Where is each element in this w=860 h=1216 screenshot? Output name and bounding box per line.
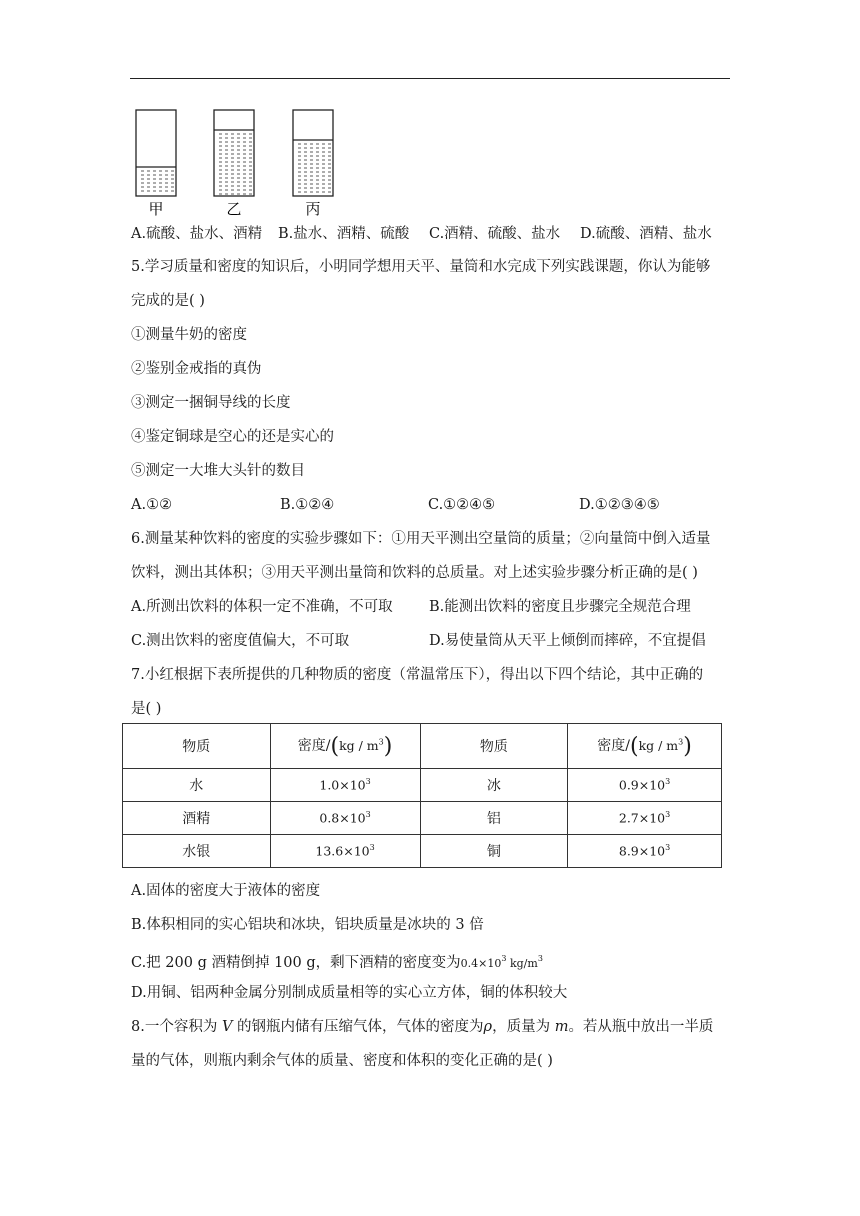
density-value: 13.6×10	[315, 843, 370, 859]
substance-cell: 水	[123, 769, 271, 802]
density-cell	[270, 835, 420, 868]
q8-text-part: ，质量为	[492, 1019, 555, 1035]
q7-stem-line2: 是( )	[131, 701, 162, 717]
density-cell	[270, 769, 420, 802]
q8-stem-line2: 量的气体，则瓶内剩余气体的质量、密度和体积的变化正确的是( )	[131, 1053, 553, 1069]
density-cell	[568, 769, 722, 802]
q6-options-row1	[131, 597, 731, 617]
q7-option-b[interactable]: B.体积相同的实心铝块和冰块，铝块质量是冰块的 3 倍	[131, 917, 484, 933]
table-row	[123, 835, 722, 868]
q6-stem-line2: 饮料，测出其体积；③用天平测出量筒和饮料的总质量。对上述实验步骤分析正确的是( )	[131, 565, 698, 581]
q7-option-a[interactable]: A.固体的密度大于液体的密度	[131, 883, 321, 899]
density-unit: kg / m	[638, 737, 679, 753]
q8-text-part: 的钢瓶内储有压缩气体，气体的密度为	[232, 1019, 484, 1035]
density-exp: 3	[369, 842, 375, 852]
header-density-label: 密度	[597, 737, 626, 754]
cylinder-label: 乙	[226, 200, 242, 218]
q6-option-d[interactable]: D.易使量筒从天平上倾倒而摔碎，不宜提倡	[429, 633, 706, 649]
q6-options-row2	[131, 631, 731, 651]
cylinder-2	[214, 110, 254, 218]
density-cell	[568, 802, 722, 835]
substance-cell: 铜	[420, 835, 568, 868]
q5-item-4: ④鉴定铜球是空心的还是实心的	[131, 429, 334, 445]
density-value: 2.7×10	[618, 810, 666, 826]
q7-option-c-unit: kg/m	[506, 956, 538, 970]
q7-stem-line1: 7.小红根据下表所提供的几种物质的密度（常温常压下），得出以下四个结论，其中正确的	[131, 667, 704, 683]
q8-var-m: m	[554, 1019, 569, 1035]
q7-option-c-unit-exp: 3	[537, 954, 543, 963]
density-exp: 3	[365, 809, 371, 819]
q5-option-a[interactable]: A.①②	[131, 497, 173, 513]
q5-options	[131, 495, 731, 515]
q4-options	[131, 224, 731, 244]
q4-option-b[interactable]: B.盐水、酒精、硫酸	[278, 226, 410, 242]
cylinders-diagram	[130, 105, 360, 220]
density-unit-exp: 3	[678, 736, 684, 746]
q8-text-part: 8.一个容积为	[131, 1019, 222, 1035]
header-substance-1: 物质	[123, 724, 271, 769]
header-rule	[130, 78, 730, 79]
q6-stem-line1: 6.测量某种饮料的密度的实验步骤如下：①用天平测出空量筒的质量；②向量筒中倒入适量	[131, 531, 711, 547]
header-density-1: 密度$/(kg / m^3)$	[270, 724, 420, 769]
density-exp: 3	[665, 809, 671, 819]
cylinder-label: 丙	[305, 200, 321, 218]
density-value: 1.0×10	[319, 777, 366, 793]
q7-option-c-value: 0.4×10	[460, 956, 502, 970]
q5-option-c[interactable]: C.①②④⑤	[428, 497, 496, 513]
density-unit: kg / m	[339, 737, 379, 753]
density-value: 0.8×10	[319, 810, 366, 826]
density-exp: 3	[365, 776, 371, 786]
q5-stem-line1: 5.学习质量和密度的知识后，小明同学想用天平、量筒和水完成下列实践课题，你认为能够	[131, 259, 711, 275]
header-density-label: 密度	[297, 737, 326, 754]
q8-var-v: V	[221, 1019, 233, 1035]
q6-option-a[interactable]: A.所测出饮料的体积一定不准确，不可取	[131, 599, 393, 615]
substance-cell: 铝	[420, 802, 568, 835]
density-exp: 3	[665, 842, 671, 852]
density-value: 8.9×10	[618, 843, 666, 859]
table-row	[123, 802, 722, 835]
density-cell	[568, 835, 722, 868]
cylinder-3	[293, 110, 333, 218]
q5-option-d[interactable]: D.①②③④⑤	[579, 497, 660, 513]
density-table	[122, 723, 722, 868]
substance-cell: 水银	[123, 835, 271, 868]
header-density-2: 密度$/(kg / m^3)$	[568, 724, 722, 769]
q4-option-d[interactable]: D.硫酸、酒精、盐水	[580, 226, 712, 242]
q8-text-part: 。若从瓶中放出一半质	[568, 1019, 714, 1035]
q7-option-c-text: C.把 200 g 酒精倒掉 100 g，剩下酒精的密度变为	[131, 954, 461, 971]
q5-option-b[interactable]: B.①②④	[280, 497, 335, 513]
density-table-header	[123, 724, 722, 769]
q7-option-c-exp: 3	[501, 954, 507, 963]
substance-cell: 冰	[420, 769, 568, 802]
q5-item-3: ③测定一捆铜导线的长度	[131, 395, 291, 411]
q6-option-c[interactable]: C.测出饮料的密度值偏大，不可取	[131, 633, 350, 649]
header-substance-2: 物质	[420, 724, 568, 769]
q5-item-1: ①测量牛奶的密度	[131, 327, 247, 343]
density-exp: 3	[665, 776, 671, 786]
q4-option-c[interactable]: C.酒精、硫酸、盐水	[429, 226, 561, 242]
density-cell	[270, 802, 420, 835]
cylinder-1	[136, 110, 176, 218]
q7-option-c[interactable]	[131, 949, 543, 974]
q8-var-rho: ρ	[483, 1019, 493, 1035]
q5-stem-line2: 完成的是( )	[131, 293, 205, 309]
q5-item-2: ②鉴别金戒指的真伪	[131, 361, 262, 377]
substance-cell: 酒精	[123, 802, 271, 835]
q7-option-d[interactable]: D.用铜、铝两种金属分别制成质量相等的实心立方体，铜的体积较大	[131, 985, 568, 1001]
density-value: 0.9×10	[618, 777, 666, 793]
cylinder-label: 甲	[148, 200, 164, 218]
q4-option-a[interactable]: A.硫酸、盐水、酒精	[131, 226, 263, 242]
table-row	[123, 769, 722, 802]
q5-item-5: ⑤测定一大堆大头针的数目	[131, 463, 305, 479]
density-unit-exp: 3	[378, 736, 384, 746]
q6-option-b[interactable]: B.能测出饮料的密度且步骤完全规范合理	[429, 599, 691, 615]
q8-stem-line1	[131, 1017, 713, 1037]
